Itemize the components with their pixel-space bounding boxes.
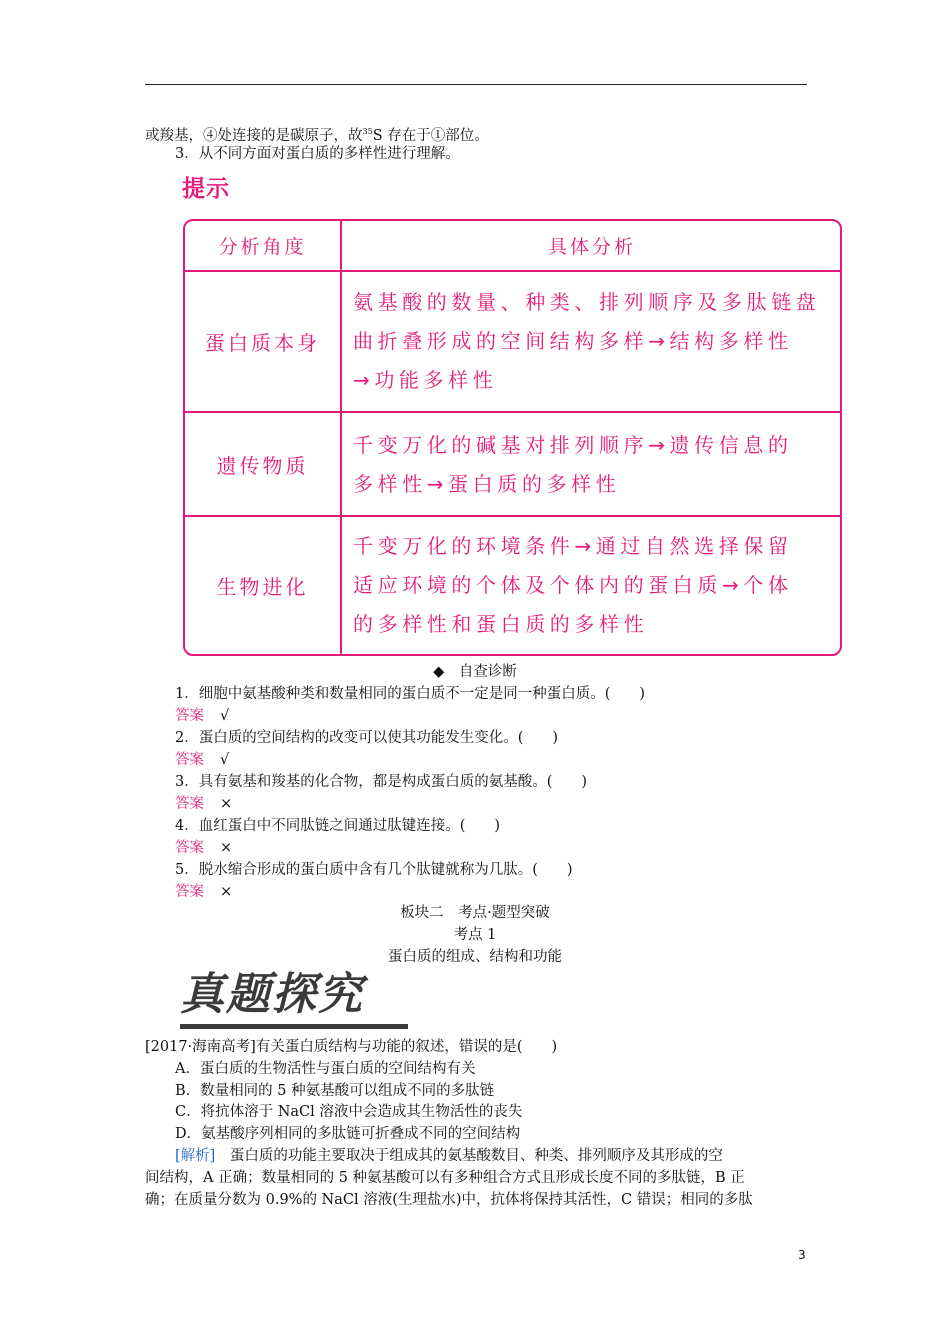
analysis-text: 蛋白质的功能主要取决于组成其的氨基酸数目、种类、排列顺序及其形成的空 [215, 1148, 723, 1164]
intro-text-a: 或羧基，④处连接的是碳原子，故 [145, 128, 363, 144]
answer-label: 答案 [175, 708, 204, 724]
self-check-answer [175, 706, 229, 726]
table-content-line: 多样性→蛋白质的多样性 [353, 472, 621, 496]
question-stem: [2017·海南高考]有关蛋白质结构与功能的叙述，错误的是( ) [145, 1039, 558, 1055]
table-row-label: 蛋白质本身 [205, 331, 320, 355]
answer-mark: √ [220, 708, 230, 724]
self-check-question: 4．血红蛋白中不同肽链之间通过肽键连接。( ) [175, 818, 501, 834]
header-rule [145, 84, 807, 85]
analysis-line-3: 确；在质量分数为 0.9%的 NaCl 溶液(生理盐水)中，抗体将保持其活性，C 错误；相同的多肽 [145, 1192, 753, 1208]
option-b: B．数量相同的 5 种氨基酸可以组成不同的多肽链 [175, 1083, 495, 1099]
self-check-answer [175, 794, 232, 814]
intro-line-2: 3．从不同方面对蛋白质的多样性进行理解。 [175, 146, 460, 162]
self-check-answer [175, 750, 229, 770]
answer-label: 答案 [175, 752, 204, 768]
answer-label: 答案 [175, 840, 204, 856]
section-heading: 板块二 考点·题型突破 [400, 905, 550, 921]
intro-text-b: S 存在于①部位。 [372, 128, 489, 144]
answer-mark: × [220, 884, 233, 900]
banner-text: 真题探究 [180, 969, 364, 1020]
topic-title: 蛋白质的组成、结构和功能 [388, 949, 562, 965]
table-content-line: 千变万化的碱基对排列顺序→遗传信息的 [353, 433, 793, 457]
banner-underline [180, 1024, 408, 1029]
table-content-line: 曲折叠形成的空间结构多样→结构多样性 [353, 329, 793, 353]
table-header-analysis: 具体分析 [547, 236, 636, 258]
answer-mark: × [220, 840, 233, 856]
self-check-title: ◆ 自查诊断 [433, 664, 517, 680]
isotope-superscript: 35 [362, 127, 373, 136]
self-check-answer [175, 838, 232, 858]
answer-mark: √ [220, 752, 230, 768]
hint-title: 提示 [182, 176, 230, 202]
table-row-content [353, 283, 833, 400]
analysis-label: [解析] [175, 1148, 216, 1164]
option-c: C．将抗体溶于 NaCl 溶液中会造成其生物活性的丧失 [175, 1104, 523, 1120]
analysis-line-1 [175, 1146, 723, 1166]
real-exam-banner [180, 968, 408, 1029]
answer-label: 答案 [175, 796, 204, 812]
option-d: D．氨基酸序列相同的多肽链可折叠成不同的空间结构 [175, 1126, 521, 1142]
option-a: A．蛋白质的生物活性与蛋白质的空间结构有关 [175, 1061, 476, 1077]
diversity-table [183, 219, 842, 656]
intro-line-1 [145, 122, 489, 146]
self-check-question: 1．细胞中氨基酸种类和数量相同的蛋白质不一定是同一种蛋白质。( ) [175, 686, 646, 702]
self-check-question: 2．蛋白质的空间结构的改变可以使其功能发生变化。( ) [175, 730, 559, 746]
self-check-answer [175, 882, 232, 902]
table-row-label: 遗传物质 [216, 453, 309, 478]
table-content-line: 适应环境的个体及个体内的蛋白质→个体 [353, 573, 793, 597]
answer-label: 答案 [175, 884, 204, 900]
topic-number: 考点 1 [453, 927, 497, 943]
table-content-line: 的多样性和蛋白质的多样性 [353, 612, 649, 636]
table-content-line: 氨基酸的数量、种类、排列顺序及多肽链盘 [353, 290, 821, 314]
answer-mark: × [220, 796, 233, 812]
table-row-content [353, 527, 833, 644]
self-check-question: 3．具有氨基和羧基的化合物，都是构成蛋白质的氨基酸。( ) [175, 774, 588, 790]
table-content-line: 千变万化的环境条件→通过自然选择保留 [353, 534, 793, 558]
page-number: 3 [798, 1248, 806, 1262]
table-header-angle: 分析角度 [218, 236, 307, 258]
self-check-question: 5．脱水缩合形成的蛋白质中含有几个肽键就称为几肽。( ) [175, 862, 573, 878]
table-row-label: 生物进化 [216, 574, 309, 599]
analysis-line-2: 间结构，A 正确；数量相同的 5 种氨基酸可以有多种组合方式且形成长度不同的多肽链，B 正 [145, 1170, 745, 1186]
table-content-line: →功能多样性 [353, 368, 498, 392]
table-column-divider [340, 221, 342, 654]
table-row-content [353, 426, 833, 504]
